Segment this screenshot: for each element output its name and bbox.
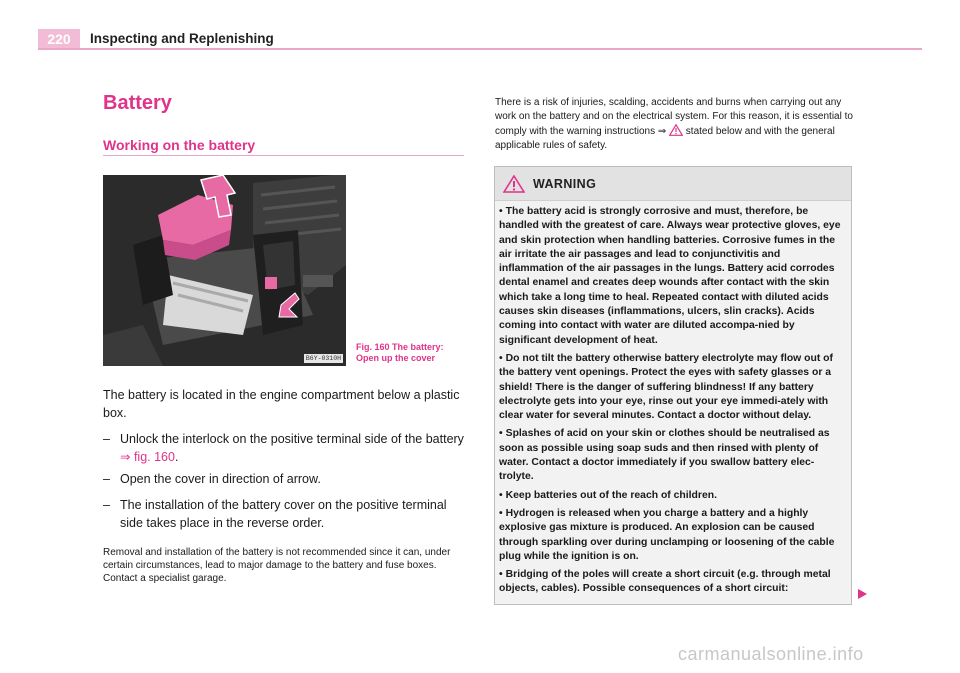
warning-triangle-icon [503, 175, 525, 193]
section-subtitle: Working on the battery [103, 137, 256, 153]
figure-caption-line1: Fig. 160 The battery: [356, 342, 444, 352]
intro-paragraph: The battery is located in the engine compartment below a plastic box. [103, 388, 460, 420]
removal-note: Removal and installation of the battery is not recommended since it can, under certain circumstances, lead to major damage to the battery and fuse boxes. Contact a specialist garage. [103, 547, 451, 584]
warning-item [499, 489, 847, 503]
running-header: Inspecting and Replenishing [90, 31, 274, 46]
bullet: • [499, 569, 503, 581]
continue-arrow-icon[interactable] [856, 588, 868, 600]
risk-text-part1: There is a risk of injuries, scalding, accidents and burns when carrying out any work on the battery and on the electrical system. For this reason, it is essential to comply with the warning instructions ⇒ [495, 97, 853, 137]
step-dash: – [103, 432, 110, 446]
bullet: • [499, 507, 503, 519]
step-dash: – [103, 498, 110, 512]
bullet: • [499, 352, 503, 364]
step-text: Open the cover in direction of arrow. [120, 472, 321, 486]
figure-caption [356, 342, 466, 364]
warning-title: WARNING [533, 176, 597, 191]
warning-item-text: Splashes of acid on your skin or clothes should be neutralised as soon as possible using soap suds and then rinsed with plenty of water. Contact a doctor immediately if you swallow battery elec-trolyte. [499, 428, 830, 483]
warning-item-text: Hydrogen is released when you charge a battery and a highly explosive gas mixture is produced. An explosion can be caused through sparkling over during unclamping or loosening of the cable plug while the ignition is on. [499, 507, 835, 562]
step-text: Unlock the interlock on the positive terminal side of the battery [120, 432, 464, 446]
warning-item-text: The battery acid is strongly corrosive and must, therefore, be handled with the greatest of care. Always wear protective gloves, eye and skin protection when handling batteries. Corrosive fumes in the air irritate the air passages and lead to conjunctivitis and inflammation of the air passages in the lungs. Battery acid corrodes dental enamel and creates deep wounds after contact with the skin which take a long time to heal. Repeated contact with diluted acids causes skin diseases (inflammations, ulcers, slin cracks). Acids coming into contact with water are diluted accompa-nied by significant development of heat. [499, 206, 841, 346]
warning-item-text: Keep batteries out of the reach of children. [505, 489, 717, 501]
risk-paragraph [495, 96, 855, 153]
risk-text-part2: stated below and with the general applicable rules of safety. [495, 126, 835, 151]
warning-list [495, 201, 851, 597]
watermark: carmanualsonline.info [678, 644, 864, 664]
warning-item [499, 205, 847, 348]
bullet: • [499, 489, 503, 501]
step-item [103, 496, 465, 532]
step-dash: – [103, 472, 110, 486]
header-rule [38, 48, 922, 50]
step-text: The installation of the battery cover on the positive terminal side takes place in the reverse order. [120, 498, 447, 530]
figure-link[interactable]: ⇒ fig. 160 [120, 450, 175, 464]
step-item [103, 430, 465, 466]
warning-item [499, 507, 847, 564]
warning-item [499, 352, 847, 423]
step-tail: . [174, 450, 179, 464]
subtitle-rule [103, 155, 464, 156]
battery-figure [103, 175, 346, 366]
figure-code: B6Y-0310H [305, 355, 341, 362]
figure-caption-line2: Open up the cover [356, 353, 436, 363]
warning-box [494, 166, 852, 605]
page-number: 220 [38, 29, 80, 49]
bullet: • [499, 206, 503, 217]
bullet: • [499, 428, 503, 440]
battery-illustration [103, 175, 346, 366]
section-title: Battery [103, 92, 172, 114]
step-item [103, 470, 465, 488]
warning-item-text: Bridging of the poles will create a short circuit (e.g. through metal objects, cables). Possible consequences of a short circuit: [499, 569, 831, 595]
warning-item [499, 568, 847, 597]
warning-triangle-icon [669, 124, 683, 136]
warning-header [495, 167, 851, 201]
warning-item-text: Do not tilt the battery otherwise battery electrolyte may flow out of the battery vent openings. Protect the eyes with safety glasses or a shield! There is the danger of suffering blindness! If any battery electrolyte gets into your eye, rinse out your eye immedi-ately with clear water for several minutes. Contact a doctor without delay. [499, 352, 833, 422]
warning-item [499, 427, 847, 484]
